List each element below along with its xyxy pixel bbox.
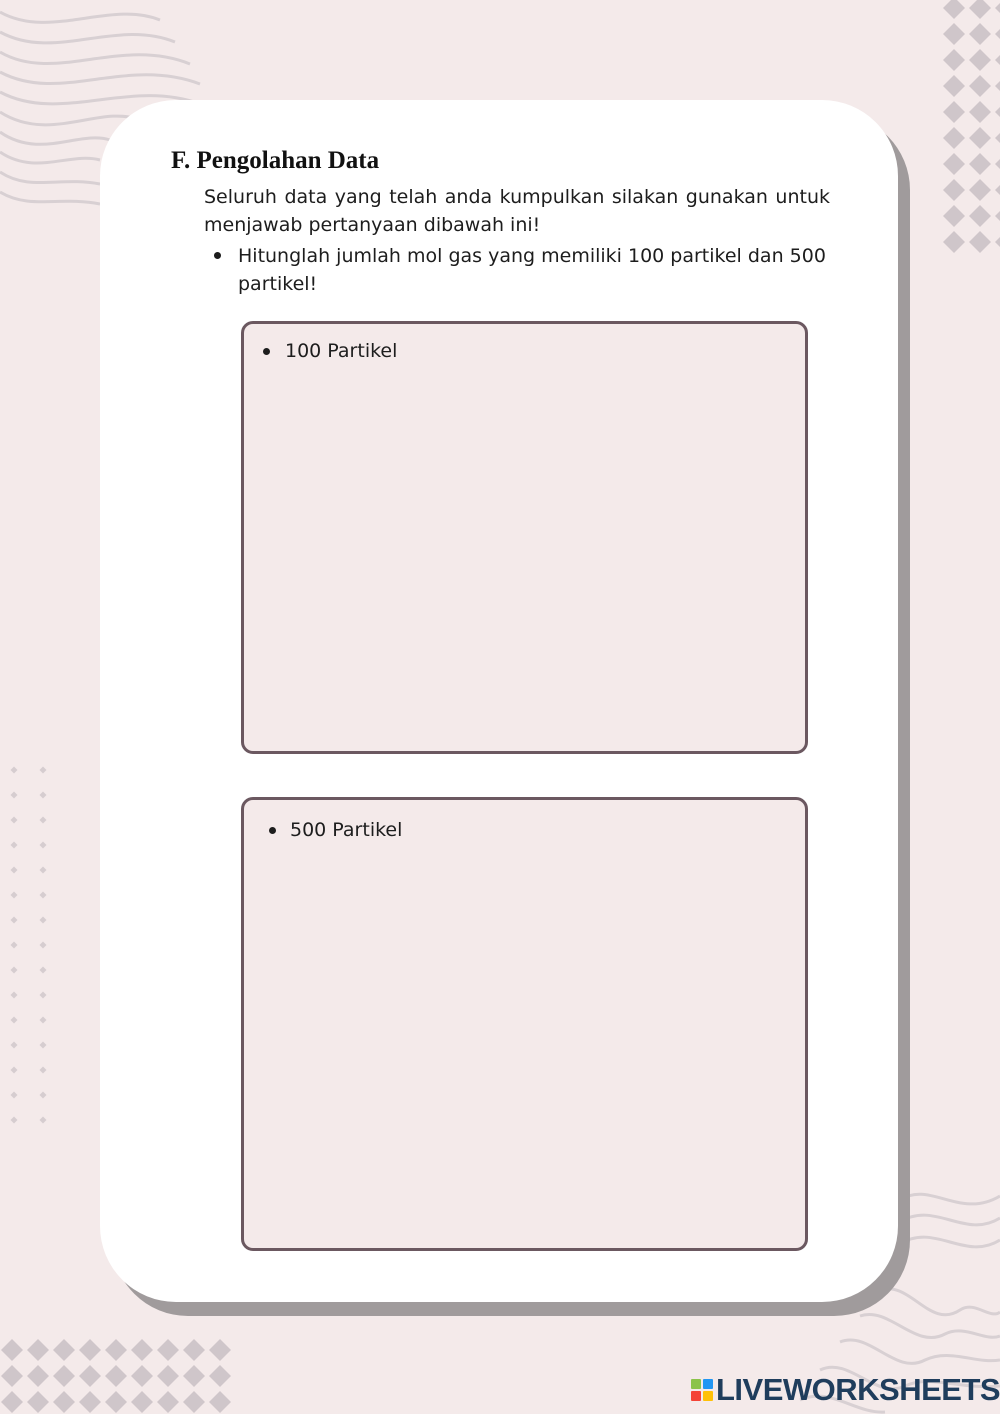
decorative-diamond	[183, 1339, 205, 1361]
decorative-diamond	[105, 1339, 127, 1361]
decorative-diamond	[969, 179, 991, 201]
decorative-diamond	[11, 842, 18, 849]
decorative-diamond	[995, 23, 1000, 45]
decorative-diamond	[53, 1365, 75, 1387]
decorative-diamond	[183, 1365, 205, 1387]
decorative-diamond	[969, 231, 991, 253]
decorative-diamond	[40, 967, 47, 974]
decorative-diamond	[943, 205, 965, 227]
decorative-diamond	[969, 49, 991, 71]
liveworksheets-logo-icon	[691, 1379, 713, 1401]
decorative-diamond	[27, 1339, 49, 1361]
decorative-diamond	[53, 1391, 75, 1413]
decorative-diamond	[969, 153, 991, 175]
decorative-diamond	[11, 967, 18, 974]
decorative-diamond	[943, 231, 965, 253]
decorative-diamond	[969, 205, 991, 227]
decorative-diamond	[209, 1365, 231, 1387]
answer-box-500-partikel[interactable]	[241, 797, 808, 1251]
decorative-diamond	[943, 23, 965, 45]
decorative-diamond	[11, 792, 18, 799]
decorative-diamond	[943, 49, 965, 71]
decorative-diamond	[11, 1067, 18, 1074]
logo-square	[703, 1391, 713, 1401]
diamond-pattern-top-right	[943, 0, 1000, 253]
decorative-diamond	[40, 1067, 47, 1074]
answer-box-label: 100 Partikel	[285, 340, 398, 362]
decorative-diamond	[995, 205, 1000, 227]
decorative-diamond	[27, 1365, 49, 1387]
decorative-diamond	[131, 1365, 153, 1387]
decorative-diamond	[995, 153, 1000, 175]
decorative-diamond	[995, 127, 1000, 149]
decorative-diamond	[40, 992, 47, 999]
decorative-diamond	[995, 75, 1000, 97]
decorative-diamond	[79, 1339, 101, 1361]
brand-name: LIVEWORKSHEETS	[716, 1372, 1000, 1407]
decorative-diamond	[209, 1391, 231, 1413]
decorative-diamond	[79, 1391, 101, 1413]
decorative-diamond	[40, 942, 47, 949]
decorative-diamond	[53, 1339, 75, 1361]
decorative-diamond	[1, 1339, 23, 1361]
decorative-diamond	[183, 1391, 205, 1413]
decorative-diamond	[943, 101, 965, 123]
decorative-diamond	[943, 75, 965, 97]
decorative-diamond	[40, 1042, 47, 1049]
decorative-diamond	[995, 101, 1000, 123]
instruction-text: Seluruh data yang telah anda kumpulkan silakan gunakan untuk menjawab pertanyaan dibawah ini!	[204, 186, 830, 236]
decorative-diamond	[79, 1365, 101, 1387]
decorative-diamond	[1, 1391, 23, 1413]
decorative-diamond	[11, 917, 18, 924]
answer-box-label: 500 Partikel	[290, 819, 403, 841]
decorative-diamond	[40, 1092, 47, 1099]
decorative-diamond	[40, 842, 47, 849]
decorative-diamond	[40, 1017, 47, 1024]
decorative-diamond	[11, 942, 18, 949]
decorative-diamond	[27, 1391, 49, 1413]
decorative-diamond	[157, 1365, 179, 1387]
decorative-diamond	[11, 1017, 18, 1024]
decorative-diamond	[209, 1339, 231, 1361]
decorative-diamond	[40, 767, 47, 774]
dot-pattern-left	[11, 767, 47, 1124]
decorative-diamond	[995, 0, 1000, 19]
decorative-diamond	[995, 231, 1000, 253]
decorative-diamond	[969, 23, 991, 45]
decorative-diamond	[11, 767, 18, 774]
logo-square	[691, 1391, 701, 1401]
decorative-diamond	[105, 1365, 127, 1387]
decorative-diamond	[40, 817, 47, 824]
list-bullet	[269, 827, 276, 834]
decorative-diamond	[943, 153, 965, 175]
diamond-pattern-bottom-left	[1, 1339, 231, 1413]
decorative-diamond	[969, 101, 991, 123]
decorative-diamond	[157, 1391, 179, 1413]
decorative-diamond	[105, 1391, 127, 1413]
decorative-diamond	[969, 0, 991, 19]
section-title: F. Pengolahan Data	[171, 147, 380, 174]
question-bullet	[214, 252, 221, 259]
decorative-diamond	[40, 1117, 47, 1124]
decorative-diamond	[131, 1391, 153, 1413]
decorative-diamond	[969, 127, 991, 149]
decorative-diamond	[131, 1339, 153, 1361]
decorative-diamond	[40, 892, 47, 899]
decorative-diamond	[969, 75, 991, 97]
decorative-diamond	[995, 179, 1000, 201]
answer-box-100-partikel[interactable]	[241, 321, 808, 754]
decorative-diamond	[40, 867, 47, 874]
decorative-diamond	[943, 127, 965, 149]
decorative-diamond	[943, 0, 965, 19]
decorative-diamond	[943, 179, 965, 201]
decorative-diamond	[11, 1117, 18, 1124]
decorative-diamond	[40, 917, 47, 924]
decorative-diamond	[40, 792, 47, 799]
decorative-diamond	[11, 892, 18, 899]
logo-square	[691, 1379, 701, 1389]
decorative-diamond	[11, 1042, 18, 1049]
question-text: Hitunglah jumlah mol gas yang memiliki 100 partikel dan 500 partikel!	[238, 245, 826, 295]
decorative-diamond	[157, 1339, 179, 1361]
decorative-diamond	[11, 992, 18, 999]
list-bullet	[263, 348, 270, 355]
liveworksheets-brand	[691, 1372, 1000, 1407]
decorative-diamond	[11, 1092, 18, 1099]
decorative-diamond	[11, 867, 18, 874]
decorative-diamond	[995, 49, 1000, 71]
logo-square	[703, 1379, 713, 1389]
decorative-diamond	[11, 817, 18, 824]
decorative-diamond	[1, 1365, 23, 1387]
